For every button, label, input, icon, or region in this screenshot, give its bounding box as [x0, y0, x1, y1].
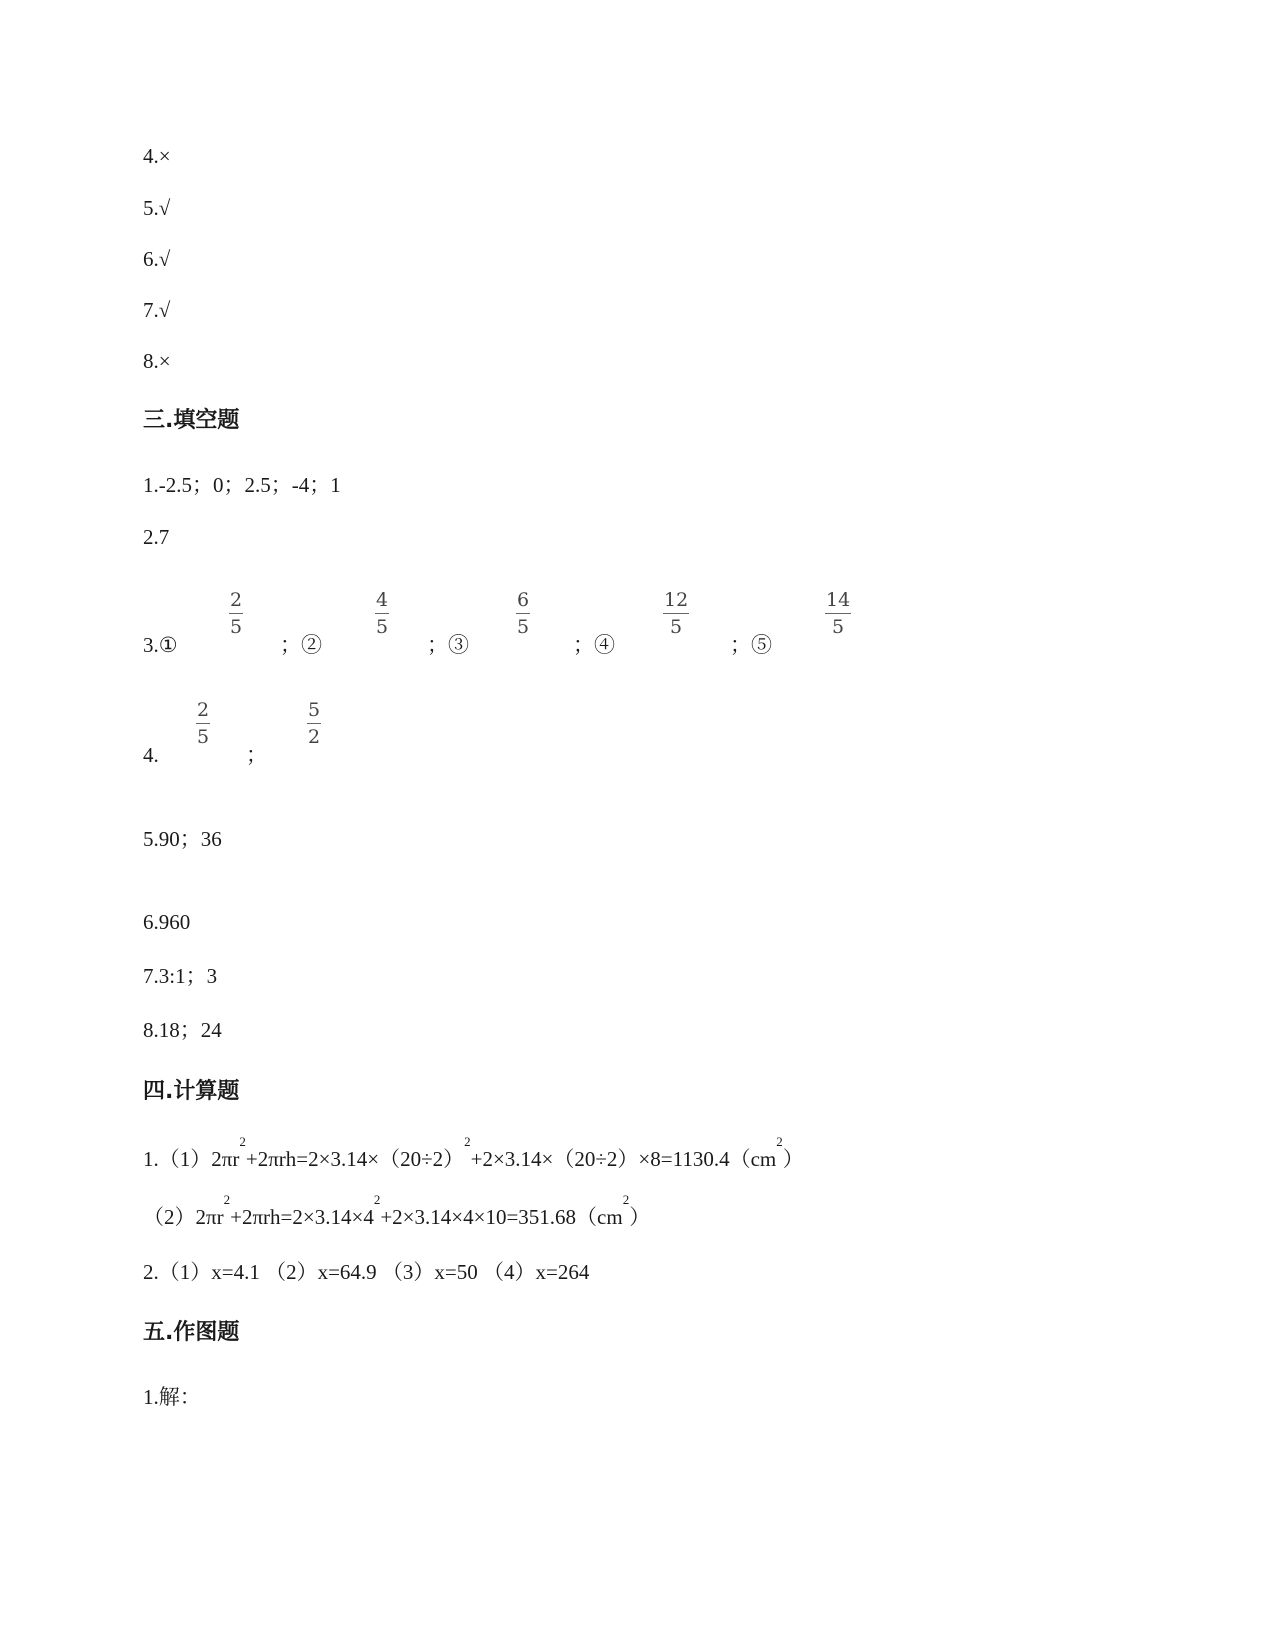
fraction-numerator: 14 [826, 589, 851, 611]
section-heading-fill-blank: 三.填空题 [143, 408, 240, 433]
formula-text: 1.（1）2πr [143, 1147, 240, 1171]
fraction-denominator: 5 [832, 616, 845, 638]
formula-text: ） [782, 1147, 804, 1171]
fraction [196, 699, 210, 748]
fill-answer-3-sep: ；③ [427, 633, 469, 657]
fraction-numerator: 6 [517, 589, 530, 611]
fill-answer-3-sep: ；② [280, 633, 322, 657]
fraction-numerator: 2 [197, 699, 210, 721]
fraction [229, 589, 243, 638]
fraction [307, 699, 321, 748]
section-heading-calculation: 四.计算题 [143, 1079, 240, 1104]
answer-line-8: 8.× [143, 349, 171, 373]
calc-answer-1-part-1 [143, 1134, 804, 1172]
fraction [663, 589, 689, 638]
formula-text: ） [629, 1205, 651, 1229]
section-heading-drawing: 五.作图题 [143, 1320, 240, 1345]
exponent: 2 [464, 1134, 471, 1149]
answer-line-7: 7.√ [143, 298, 171, 322]
formula-text: +2×3.14×（20÷2）×8=1130.4（cm [470, 1147, 777, 1171]
fill-answer-3-prefix: 3.① [143, 633, 178, 657]
exponent: 2 [239, 1134, 246, 1149]
drawing-answer-1: 1.解： [143, 1385, 201, 1409]
exponent: 2 [622, 1192, 630, 1207]
answer-line-4: 4.× [143, 144, 171, 168]
fill-answer-5: 5.90；36 [143, 827, 222, 851]
fraction-numerator: 5 [308, 699, 321, 721]
fraction-denominator: 5 [230, 616, 243, 638]
formula-text: （2）2πr [143, 1205, 224, 1229]
fraction-denominator: 5 [197, 726, 210, 748]
exponent: 2 [776, 1134, 783, 1149]
fill-answer-3-sep: ；④ [573, 633, 615, 657]
fraction-numerator: 4 [376, 589, 389, 611]
fill-answer-4-prefix: 4. [143, 743, 159, 767]
fraction-denominator: 5 [376, 616, 389, 638]
fill-answer-7: 7.3:1；3 [143, 964, 218, 988]
exponent: 2 [373, 1192, 381, 1207]
fraction [825, 589, 851, 638]
fill-answer-6: 6.960 [143, 910, 191, 934]
fraction-numerator: 12 [664, 589, 689, 611]
fraction-denominator: 5 [670, 616, 683, 638]
answer-line-6: 6.√ [143, 247, 171, 271]
answer-line-5: 5.√ [143, 196, 171, 220]
formula-text: +2×3.14×4×10=351.68（cm [380, 1205, 623, 1229]
fill-answer-3-sep: ；⑤ [730, 633, 772, 657]
fraction [375, 589, 389, 638]
fill-answer-2: 2.7 [143, 525, 170, 549]
calc-answer-2: 2.（1）x=4.1 （2）x=64.9 （3）x=50 （4）x=264 [143, 1260, 590, 1284]
formula-text: +2πrh=2×3.14×4 [230, 1205, 374, 1229]
fraction [516, 589, 530, 638]
fill-answer-8: 8.18；24 [143, 1018, 222, 1042]
fill-answer-1: 1.-2.5；0；2.5；-4；1 [143, 473, 341, 497]
fraction-numerator: 2 [230, 589, 243, 611]
fraction-denominator: 5 [517, 616, 530, 638]
calc-answer-1-part-2 [143, 1192, 651, 1230]
fill-answer-4-sep: ； [246, 743, 267, 767]
formula-text: +2πrh=2×3.14×（20÷2） [245, 1147, 465, 1171]
exponent: 2 [223, 1192, 231, 1207]
fraction-denominator: 2 [308, 726, 321, 748]
